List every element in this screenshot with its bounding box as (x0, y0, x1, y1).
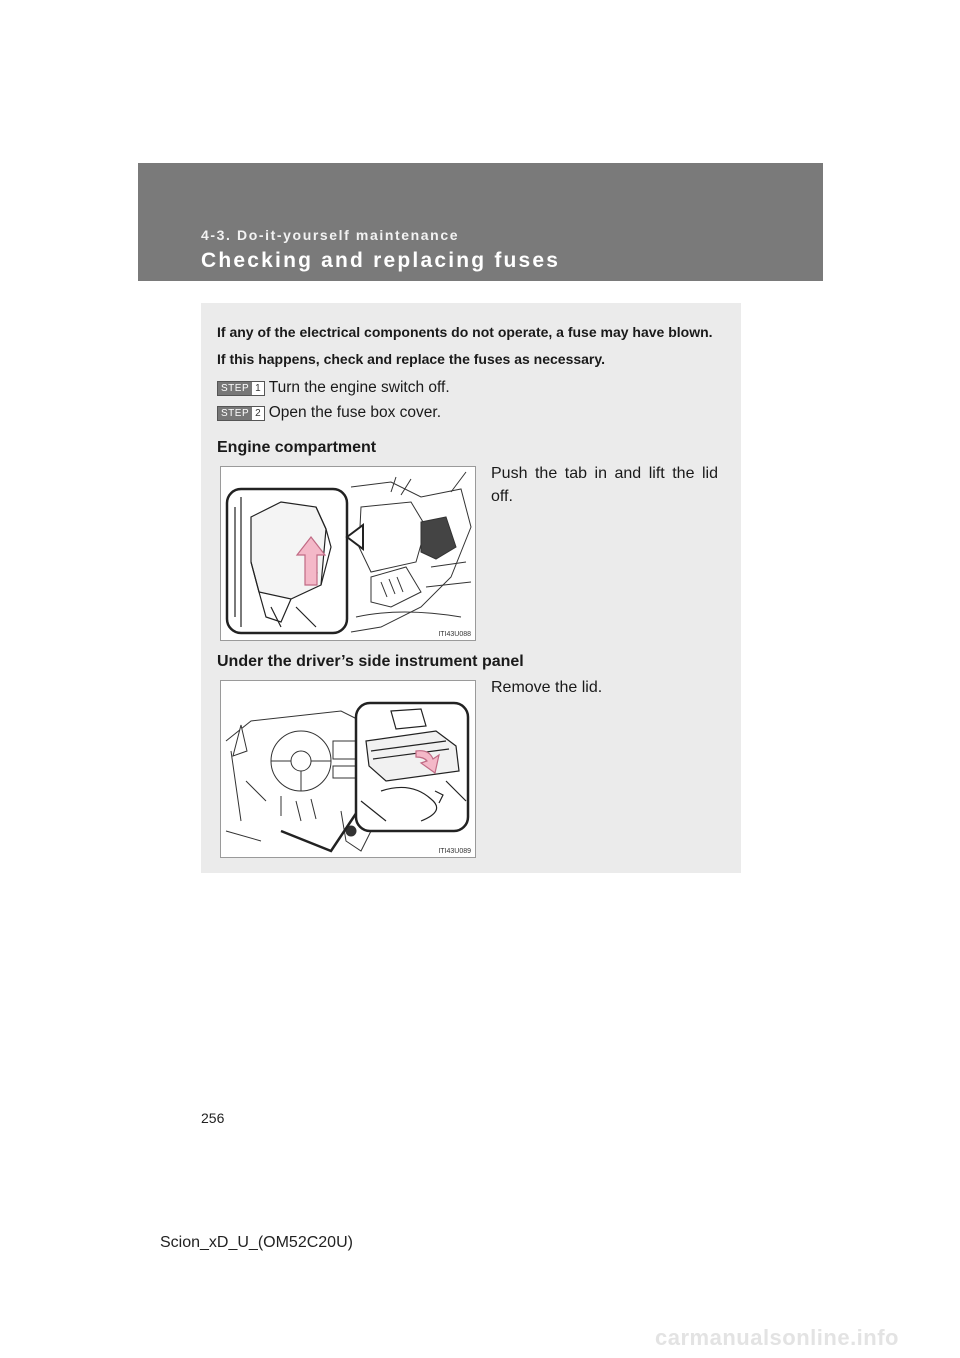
manual-id: Scion_xD_U_(OM52C20U) (160, 1234, 353, 1251)
page-number: 256 (201, 1110, 225, 1126)
step-1 (217, 377, 450, 399)
step-badge-label: STEP (218, 407, 252, 420)
figure-code: ITI43U089 (438, 848, 471, 855)
figure-code: ITI43U088 (438, 631, 471, 638)
step-2 (217, 402, 441, 424)
intro-text: If any of the electrical components do not operate, a fuse may have blown. If this happens, check and replace the fuses as necessary. (217, 324, 713, 367)
step-text: Open the fuse box cover. (268, 404, 442, 421)
page-header (138, 163, 823, 281)
section-heading-engine-compartment: Engine compartment (217, 439, 377, 456)
instrument-panel-figure (220, 680, 476, 858)
callout-magnified-view (227, 489, 363, 633)
engine-compartment-description: Push the tab in and lift the lid off. (491, 465, 718, 505)
instrument-panel-description: Remove the lid. (491, 679, 603, 696)
engine-fuse-box-illustration (221, 467, 475, 640)
section-heading-instrument-panel: Under the driver’s side instrument panel (217, 653, 524, 670)
step-badge-label: STEP (218, 382, 252, 395)
step-badge-number: 2 (255, 407, 261, 419)
watermark: carmanualsonline.info (655, 1325, 899, 1350)
step-badge-number: 1 (255, 382, 261, 394)
callout-magnified-view (356, 703, 468, 831)
instrument-panel-fuse-box-illustration (221, 681, 475, 857)
engine-compartment-figure (220, 466, 476, 641)
section-label: 4-3. Do-it-yourself maintenance (201, 227, 460, 243)
page-title: Checking and replacing fuses (201, 249, 561, 272)
step-badge (217, 406, 265, 421)
step-text: Turn the engine switch off. (268, 379, 450, 396)
step-badge (217, 381, 265, 396)
content-panel (201, 303, 741, 873)
